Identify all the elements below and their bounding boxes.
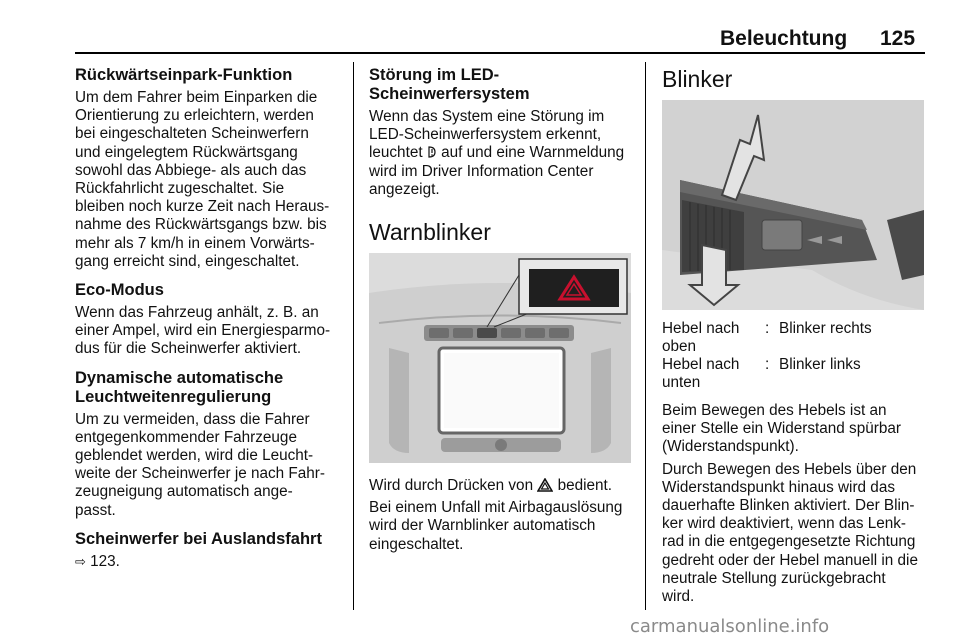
paragraph-dauerblinken (662, 461, 928, 607)
text-line: bleiben noch kurze Zeit nach Heraus- (75, 198, 330, 216)
text-line: ker wird deaktiviert, wenn das Lenk- (662, 515, 907, 533)
watermark: carmanualsonline.info (630, 616, 830, 637)
text-line: gedreht oder der Hebel manuell in die (662, 551, 918, 569)
heading-eco-modus: Eco-Modus (75, 281, 164, 300)
separator-cell: : (765, 356, 770, 373)
hazard-triangle-icon (537, 478, 553, 492)
text-line: Widerstandspunkt hinaus wird das (662, 478, 895, 496)
term-line: oben (662, 338, 697, 355)
text-line: Beim Bewegen des Hebels ist an (662, 402, 887, 419)
heading-line: Scheinwerfersystem (369, 85, 530, 103)
turn-signal-lever-illustration (662, 100, 924, 310)
column-1 (75, 66, 347, 571)
text-line: Durch Bewegen des Hebels über den (662, 460, 917, 478)
text-line: LED-Scheinwerfersystem erkennt, (369, 126, 602, 144)
text-line: Wenn das System eine Störung im (369, 108, 605, 125)
paragraph-warnblinker (369, 499, 639, 554)
term-line: Hebel nach (662, 320, 740, 337)
separator-cell: : (765, 320, 770, 337)
headlight-warning-icon (427, 145, 437, 159)
text-line: Bei einem Unfall mit Airbagauslösung (369, 499, 623, 517)
term-line: unten (662, 374, 701, 391)
description-cell: Blinker links (779, 356, 861, 373)
term-cell (662, 356, 765, 392)
text-line: wird der Warnblinker automatisch (369, 517, 596, 535)
text-line: Um zu vermeiden, dass die Fahrer (75, 410, 310, 428)
text-line: einer Stelle ein Widerstand spürbar (662, 420, 901, 438)
text-line: einer Ampel, wird ein Energiesparmo- (75, 322, 331, 340)
table-row (662, 356, 872, 392)
heading-dynamische-lwr (75, 369, 347, 407)
heading-stoerung (369, 66, 639, 104)
heading-warnblinker: Warnblinker (369, 219, 491, 246)
text-line: Wenn das Fahrzeug anhält, z. B. an (75, 304, 319, 322)
column-2 (369, 66, 639, 554)
page-header-title: Beleuchtung (720, 27, 848, 50)
heading-auslandsfahrt: Scheinwerfer bei Auslandsfahrt (75, 529, 322, 548)
text-fragment: bedient. (557, 477, 613, 495)
paragraph-eco (75, 304, 347, 359)
reference-page: 123. (90, 552, 120, 570)
text-line: angezeigt. (369, 180, 440, 198)
table-row (662, 320, 872, 356)
paragraph-widerstandspunkt (662, 402, 928, 457)
text-line: dauerhafte Blinken aktiviert. Der Blin- (662, 497, 915, 515)
text-line: und eingelegtem Rückwärtsgang (75, 143, 298, 161)
text-line: rad in die entgegengesetzte Richtung (662, 533, 916, 551)
text-line: dus für die Scheinwerfer aktiviert. (75, 340, 302, 358)
dashboard-drawing (369, 253, 631, 463)
text-line: wird im Driver Information Center (369, 162, 594, 180)
text-line: (Widerstandspunkt). (662, 438, 799, 456)
text-line: entgegenkommender Fahrzeuge (75, 428, 297, 446)
header-rule (75, 52, 925, 54)
text-line: geblendet werden, wird die Leucht- (75, 447, 314, 465)
text-line: Um dem Fahrer beim Einparken die (75, 89, 318, 106)
heading-line: Dynamische automatische (75, 368, 284, 387)
term-cell (662, 320, 765, 356)
text-line: eingeschaltet. (369, 535, 464, 553)
heading-rueckwaerts: Rückwärtseinpark-Funktion (75, 66, 293, 84)
arrow-ref-icon: ⇨ (75, 553, 86, 569)
description-cell: Blinker rechts (779, 320, 872, 337)
heading-blinker: Blinker (662, 66, 733, 92)
text-line: sowohl das Abbiege- als auch das (75, 161, 307, 179)
text-fragment: auf und eine Warnmeldung (441, 144, 625, 162)
column-divider-1 (353, 62, 354, 610)
text-line: bei eingeschalteten Scheinwerfern (75, 125, 309, 143)
column-divider-2 (645, 62, 646, 610)
text-line: wird. (662, 588, 695, 606)
column-3 (662, 66, 928, 606)
text-line (369, 144, 639, 162)
lever-drawing (662, 100, 924, 310)
cross-reference[interactable] (75, 553, 347, 571)
text-fragment: Wird durch Drücken von (369, 477, 534, 495)
term-line: Hebel nach (662, 356, 740, 373)
text-line: Orientierung zu erleichtern, werden (75, 107, 314, 125)
paragraph-dynamische-lwr (75, 411, 347, 520)
text-line: Rückfahrlicht zugeschaltet. Sie (75, 180, 285, 198)
page-number: 125 (880, 27, 916, 50)
definition-table (662, 320, 872, 392)
text-line: mehr als 7 km/h in einem Vorwärts- (75, 234, 315, 252)
text-line: zeugneigung automatisch ange- (75, 483, 293, 501)
text-line: passt. (75, 501, 116, 519)
text-line: gang erreicht sind, eingeschaltet. (75, 252, 300, 270)
text-line: nahme des Rückwärtsgangs bzw. bis (75, 216, 327, 234)
paragraph-stoerung (369, 108, 639, 199)
paragraph-rueckwaerts (75, 89, 347, 271)
text-fragment: leuchtet (369, 144, 423, 162)
text-line: weite der Scheinwerfer je nach Fahr- (75, 465, 325, 483)
heading-line: Störung im LED- (369, 66, 500, 84)
hazard-switch-illustration (369, 253, 631, 463)
heading-line: Leuchtweitenregulierung (75, 387, 272, 406)
text-line: neutrale Stellung zurückgebracht (662, 569, 886, 587)
text-line (369, 477, 639, 495)
